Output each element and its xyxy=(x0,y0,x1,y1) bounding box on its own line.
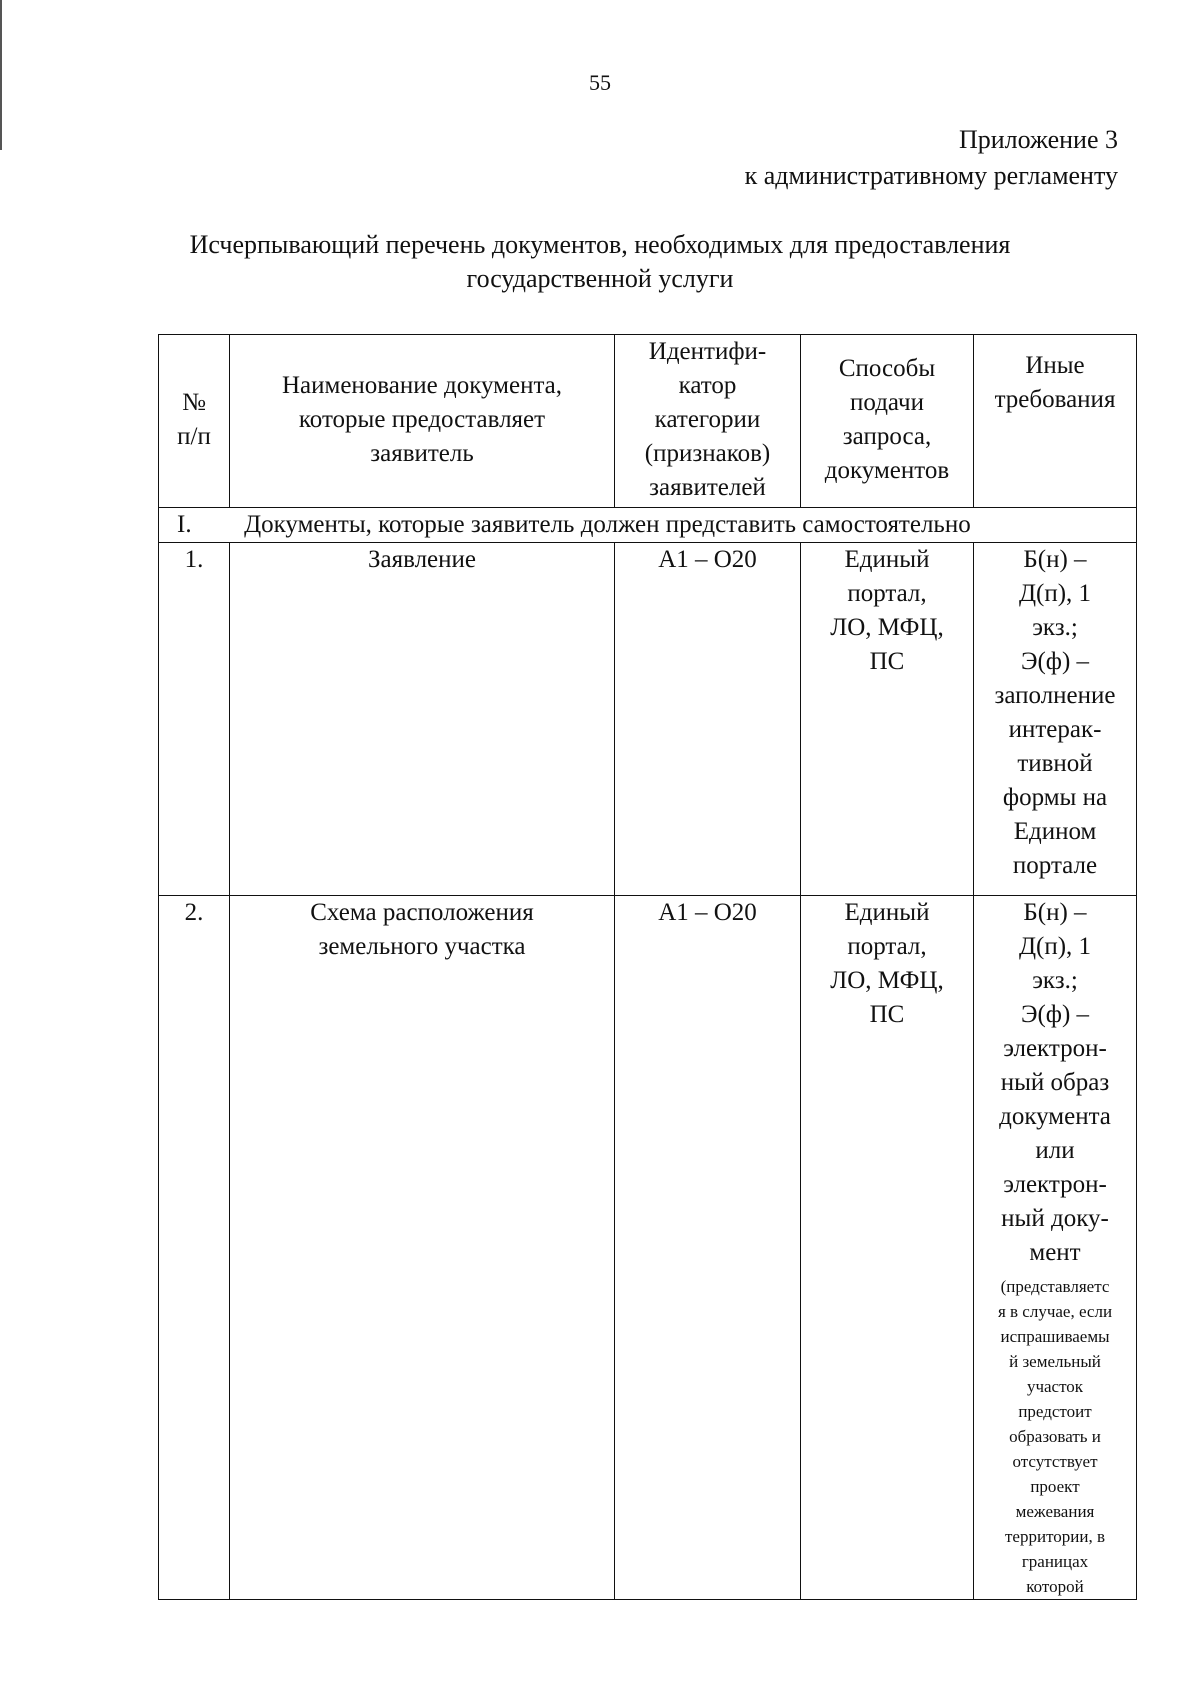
section-row xyxy=(159,508,1137,543)
title-line-2: государственной услуги xyxy=(466,264,734,293)
row-document-name: Схема расположения земельного участка xyxy=(230,896,615,1600)
documents-table xyxy=(158,334,1137,1600)
title-line-1: Исчерпывающий перечень документов, необходимых для предоставления xyxy=(189,230,1011,259)
document-title xyxy=(0,228,1200,296)
row-other-requirements: Б(н) – Д(п), 1 экз.; Э(ф) – электрон- ный образ документа или электрон- ный доку- мент (представляетс я в случае, если испрашиваемы й земельный участок предстоит образовать и отсутствует проект межевания территории, в границах которой xyxy=(974,896,1137,1600)
section-number: I. xyxy=(177,511,192,538)
row-submission-ways: Единый портал, ЛО, МФЦ, ПС xyxy=(801,896,974,1600)
header-number: № п/п xyxy=(159,335,230,508)
table-header-row xyxy=(159,335,1137,508)
header-submission-ways: Способы подачи запроса, документов xyxy=(801,335,974,508)
header-identifier: Идентифи- катор категории (признаков) заявителей xyxy=(615,335,801,508)
header-other-requirements: Иные требования xyxy=(974,335,1137,508)
row-submission-ways: Единый портал, ЛО, МФЦ, ПС xyxy=(801,543,974,896)
section-text: Документы, которые заявитель должен представить самостоятельно xyxy=(244,511,971,538)
row-number: 2. xyxy=(159,896,230,1600)
row-identifier: А1 – О20 xyxy=(615,896,801,1600)
appendix-heading xyxy=(745,122,1118,194)
table-row xyxy=(159,543,1137,896)
requirements-note: (представляетс я в случае, если испрашиваемы й земельный участок предстоит образовать и отсутствует проект межевания территории, в границах которой xyxy=(997,1277,1113,1596)
row-document-name: Заявление xyxy=(230,543,615,896)
table-row xyxy=(159,896,1137,1600)
page-number: 55 xyxy=(589,70,611,95)
appendix-line-1: Приложение 3 xyxy=(958,125,1118,154)
section-cell xyxy=(159,508,1137,543)
row-identifier: А1 – О20 xyxy=(615,543,801,896)
appendix-line-2: к административному регламенту xyxy=(744,161,1118,190)
row-other-requirements: Б(н) – Д(п), 1 экз.; Э(ф) – заполнение интерак- тивной формы на Едином портале xyxy=(974,543,1137,896)
row-number: 1. xyxy=(159,543,230,896)
header-document-name: Наименование документа, которые предоставляет заявитель xyxy=(230,335,615,508)
